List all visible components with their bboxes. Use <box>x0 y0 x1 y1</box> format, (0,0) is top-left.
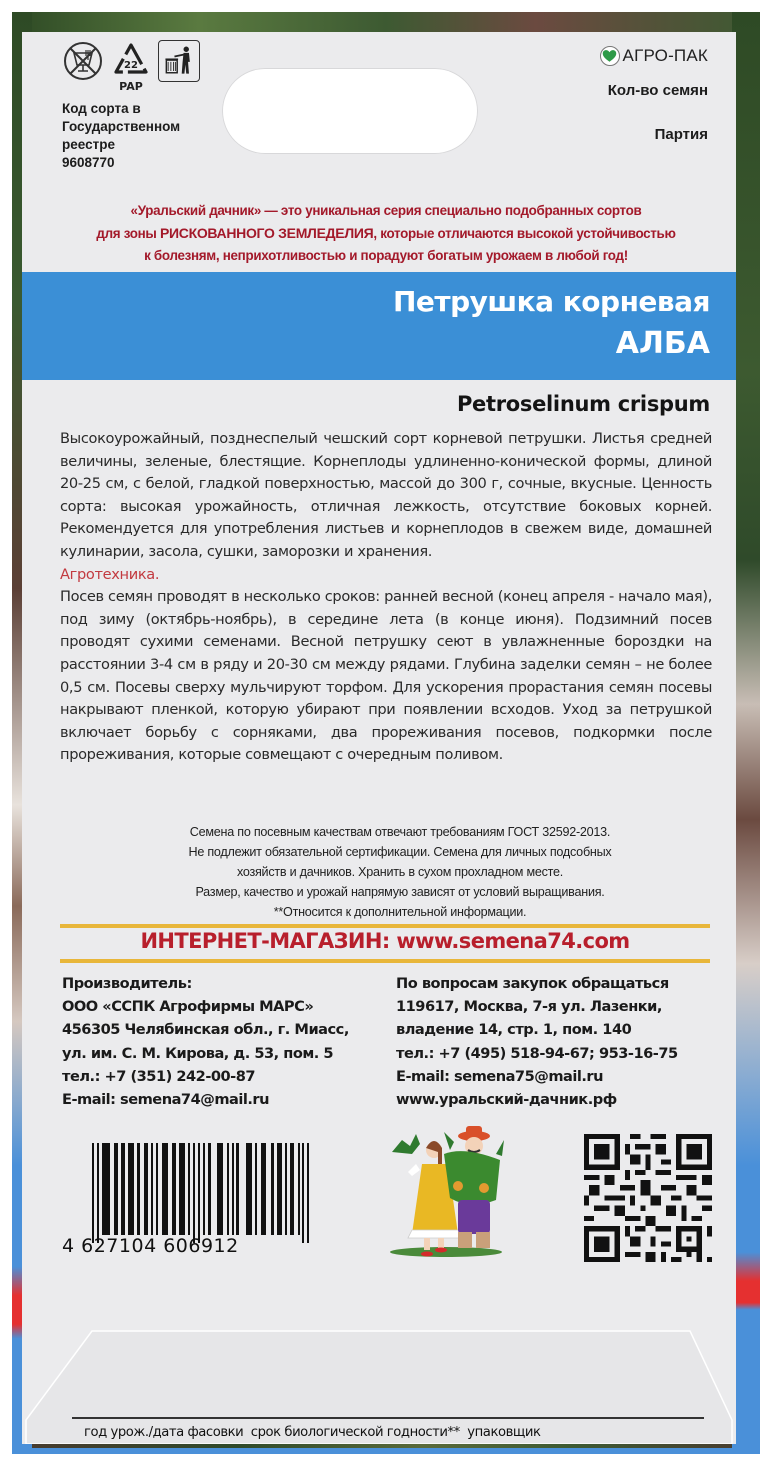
seed-count-label: Кол-во семян <box>607 82 708 99</box>
recycle-symbol <box>110 40 152 93</box>
product-description <box>60 428 712 767</box>
manufacturer-phone: тел.: +7 (351) 242-00-87 <box>62 1067 256 1085</box>
barcode-number: 4 627104 606912 <box>62 1235 239 1257</box>
manufacturer-line: ООО «ССПК Агрофирмы МАРС» <box>62 998 314 1016</box>
date-field-labels: год урож./дата фасовки срок биологической годности** упаковщик <box>84 1425 541 1440</box>
cert-line: Семена по посевным качествам отвечают требованиям ГОСТ 32592-2013. <box>189 825 611 839</box>
registry-label-line: Государственном <box>62 119 181 134</box>
qr-code[interactable] <box>584 1134 712 1262</box>
online-shop-link[interactable]: ИНТЕРНЕТ-МАГАЗИН: www.semena74.com <box>140 929 630 953</box>
not-food-contact-icon <box>62 40 104 82</box>
divider <box>60 924 710 928</box>
packet-edge-top <box>12 12 760 34</box>
cert-line: Размер, качество и урожай напрямую зависят от условий выращивания. <box>195 885 605 899</box>
purchasing-line: владение 14, стр. 1, пом. 140 <box>396 1021 632 1039</box>
product-title: Петрушка корневая <box>392 285 710 318</box>
purchasing-website[interactable]: www.уральский-дачник.рф <box>396 1091 617 1109</box>
packet-edge-bottom <box>12 1448 760 1454</box>
variety-registry <box>62 100 180 172</box>
packet-edge-right <box>732 12 760 1454</box>
hanger-slot <box>222 68 478 154</box>
slogan-line: «Уральский дачник» — это уникальная серия специально подобранных сортов <box>130 203 642 218</box>
registry-label-line: реестре <box>62 137 115 152</box>
manufacturer-info <box>62 972 349 1111</box>
cert-line: хозяйств и дачников. Хранить в сухом прохладном месте. <box>236 865 564 879</box>
barcode <box>86 1143 322 1243</box>
certification-notice <box>100 822 700 922</box>
cert-line: **Относится к дополнительной информации. <box>273 905 527 919</box>
slogan-line <box>40 222 732 245</box>
divider <box>60 959 710 963</box>
slogan-text: для зоны <box>96 226 160 241</box>
recycle-material-label: PAP <box>119 80 143 93</box>
slogan-emphasis: РИСКОВАННОГО ЗЕМЛЕДЕЛИЯ <box>159 225 374 241</box>
slogan-line: к болезням, неприхотливостью и порадуют богатым урожаем в любой год! <box>144 248 628 263</box>
trash-bin-icon <box>158 40 200 82</box>
purchasing-phone: тел.: +7 (495) 518-94-67; 953-16-75 <box>396 1044 678 1062</box>
purchasing-line: 119617, Москва, 7-я ул. Лазенки, <box>396 998 662 1016</box>
latin-name: Petroselinum crispum <box>456 392 710 416</box>
manufacturer-line: ул. им. С. М. Кирова, д. 53, пом. 5 <box>62 1044 334 1062</box>
manufacturer-heading: Производитель: <box>62 975 192 992</box>
packaging-icons <box>62 40 200 93</box>
slogan-text: , которые отличаются высокой устойчивостью <box>373 226 676 241</box>
description-text: Высокоурожайный, позднеспелый чешский сорт корневой петрушки. Листья средней величины, зеленые, блестящие. Корнеплоды удлиненно-конической формы, длиной 20-25 см, с белой, гладкой поверхностью, массой до 300 г, сочные, вкусные. Ценность сорта: высокая урожайность, отличная лежкость, отсутствие боковых корней. Рекомендуется для употребления листьев и корнеплодов в свежем виде, домашней кулинарии, засола, сушки, заморозки и хранения. <box>60 430 712 560</box>
brand-name: АГРО-ПАК <box>622 46 708 65</box>
agrotech-text: Посев семян проводят в несколько сроков: ранней весной (конец апреля - начало мая), под зиму (октябрь-ноябрь), в середине лета (в конце июня). Подзимний посев проводят сухими семенами. Весной петрушку сеют в увлажненные бороздки на расстоянии 3-4 см в ряду и 20-30 см между рядами. Глубина заделки семян – не более 0,5 см. Посевы сверху мульчируют торфом. Для ускорения прорастания семян посевы накрывают пленкой, которую убирают при появлении всходов. Уход за петрушкой включает борьбу с сорняками, два прореживания посевов, подкормки после прореживания, которые совмещают с очередным поливом. <box>60 588 712 764</box>
brand-logo <box>600 46 708 66</box>
cert-line: Не подлежит обязательной сертификации. Семена для личных подсобных <box>188 845 612 859</box>
purchasing-info <box>396 972 678 1111</box>
registry-label-line: Код сорта в <box>62 101 141 116</box>
svg-text:22: 22 <box>124 60 138 71</box>
manufacturer-email[interactable]: E-mail: semena74@mail.ru <box>62 1091 270 1109</box>
date-field-line <box>72 1417 704 1419</box>
manufacturer-line: 456305 Челябинская обл., г. Миасс, <box>62 1021 349 1039</box>
recycle-icon <box>110 40 152 82</box>
registry-code: 9608770 <box>62 155 115 170</box>
batch-label: Партия <box>654 126 708 143</box>
purchasing-heading: По вопросам закупок обращаться <box>396 975 669 992</box>
product-variety: АЛБА <box>615 326 710 361</box>
purchasing-email[interactable]: E-mail: semena75@mail.ru <box>396 1067 604 1085</box>
heart-icon <box>600 46 620 66</box>
mascots-illustration <box>384 1120 504 1262</box>
series-slogan <box>40 200 732 267</box>
agrotech-heading: Агротехника. <box>60 565 160 583</box>
